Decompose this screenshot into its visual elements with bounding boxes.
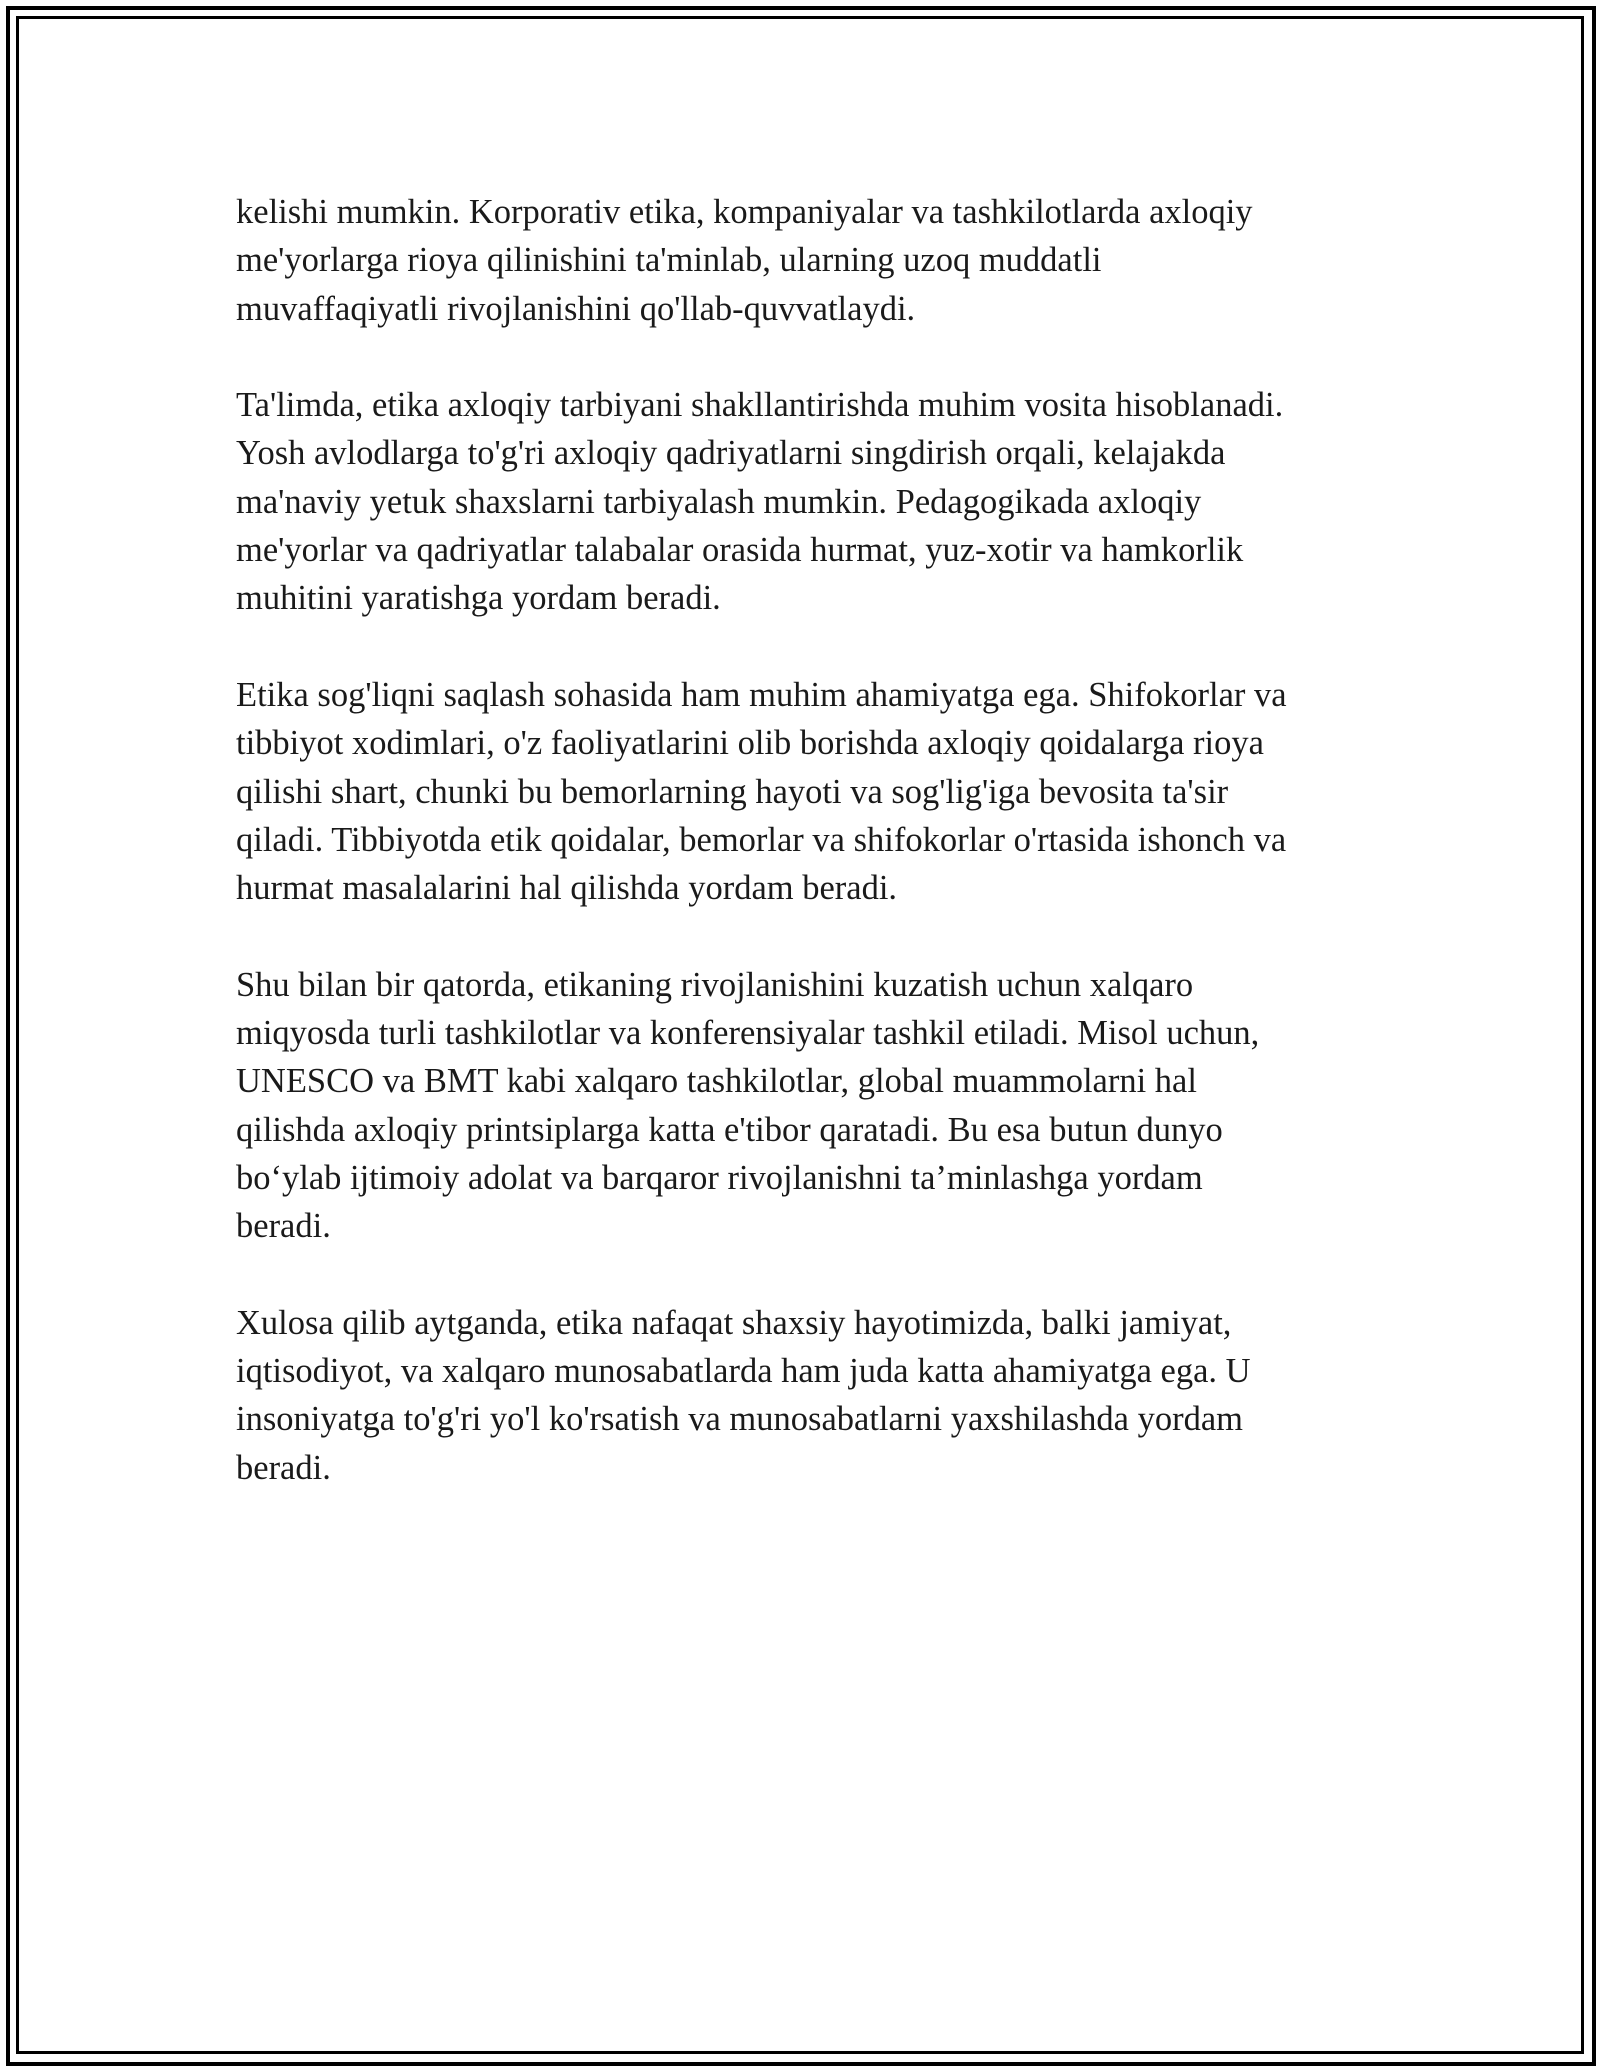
- text-line: qiladi. Tibbiyotda etik qoidalar, bemorlar va shifokorlar o'rtasida ishonch va: [236, 820, 1287, 859]
- text-line: hurmat masalalarini hal qilishda yordam beradi.: [236, 869, 898, 908]
- text-line: kelishi mumkin. Korporativ etika, kompaniyalar va tashkilotlarda axloqiy: [236, 193, 1253, 231]
- text-line: muhitini yaratishga yordam beradi.: [236, 579, 721, 618]
- text-line: qilishda axloqiy printsiplarga katta e'tibor qaratadi. Bu esa butun dunyo: [236, 1110, 1223, 1149]
- paragraph-conclusion: [236, 1299, 1376, 1492]
- text-line: ma'naviy yetuk shaxslarni tarbiyalash mumkin. Pedagogikada axloqiy: [236, 482, 1202, 521]
- text-line: Etika sog'liqni saqlash sohasida ham muhim ahamiyatga ega. Shifokorlar va: [236, 675, 1287, 714]
- paragraph-healthcare: [236, 671, 1376, 912]
- paragraph-international: [236, 961, 1376, 1251]
- text-line: me'yorlar va qadriyatlar talabalar orasida hurmat, yuz-xotir va hamkorlik: [236, 531, 1244, 570]
- text-line: muvaffaqiyatli rivojlanishini qo'llab-quvvatlaydi.: [236, 289, 916, 328]
- text-line: me'yorlarga rioya qilinishini ta'minlab, ularning uzoq muddatli: [236, 241, 1102, 280]
- text-line: bo‘ylab ijtimoiy adolat va barqaror rivojlanishni ta’minlashga yordam: [236, 1158, 1203, 1197]
- text-line: tibbiyot xodimlari, o'z faoliyatlarini olib borishda axloqiy qoidalarga rioya: [236, 724, 1264, 763]
- text-line: Ta'limda, etika axloqiy tarbiyani shakllantirishda muhim vosita hisoblanadi.: [236, 386, 1284, 425]
- text-line: qilishi shart, chunki bu bemorlarning hayoti va sog'lig'iga bevosita ta'sir: [236, 772, 1229, 811]
- text-line: Yosh avlodlarga to'g'ri axloqiy qadriyatlarni singdirish orqali, kelajakda: [236, 434, 1226, 473]
- text-line: miqyosda turli tashkilotlar va konferensiyalar tashkil etiladi. Misol uchun,: [236, 1014, 1260, 1053]
- text-line: Xulosa qilib aytganda, etika nafaqat shaxsiy hayotimizda, balki jamiyat,: [236, 1303, 1232, 1342]
- paragraph-corporate-ethics: [236, 188, 1376, 333]
- text-line: iqtisodiyot, va xalqaro munosabatlarda ham juda katta ahamiyatga ega. U: [236, 1352, 1251, 1391]
- text-line: UNESCO va BMT kabi xalqaro tashkilotlar, global muammolarni hal: [236, 1062, 1197, 1101]
- text-line: beradi.: [236, 1207, 331, 1246]
- text-line: beradi.: [236, 1448, 331, 1487]
- text-line: Shu bilan bir qatorda, etikaning rivojlanishini kuzatish uchun xalqaro: [236, 965, 1194, 1004]
- paragraph-education: [236, 381, 1376, 622]
- document-body: [236, 188, 1376, 1540]
- text-line: insoniyatga to'g'ri yo'l ko'rsatish va munosabatlarni yaxshilashda yordam: [236, 1400, 1243, 1439]
